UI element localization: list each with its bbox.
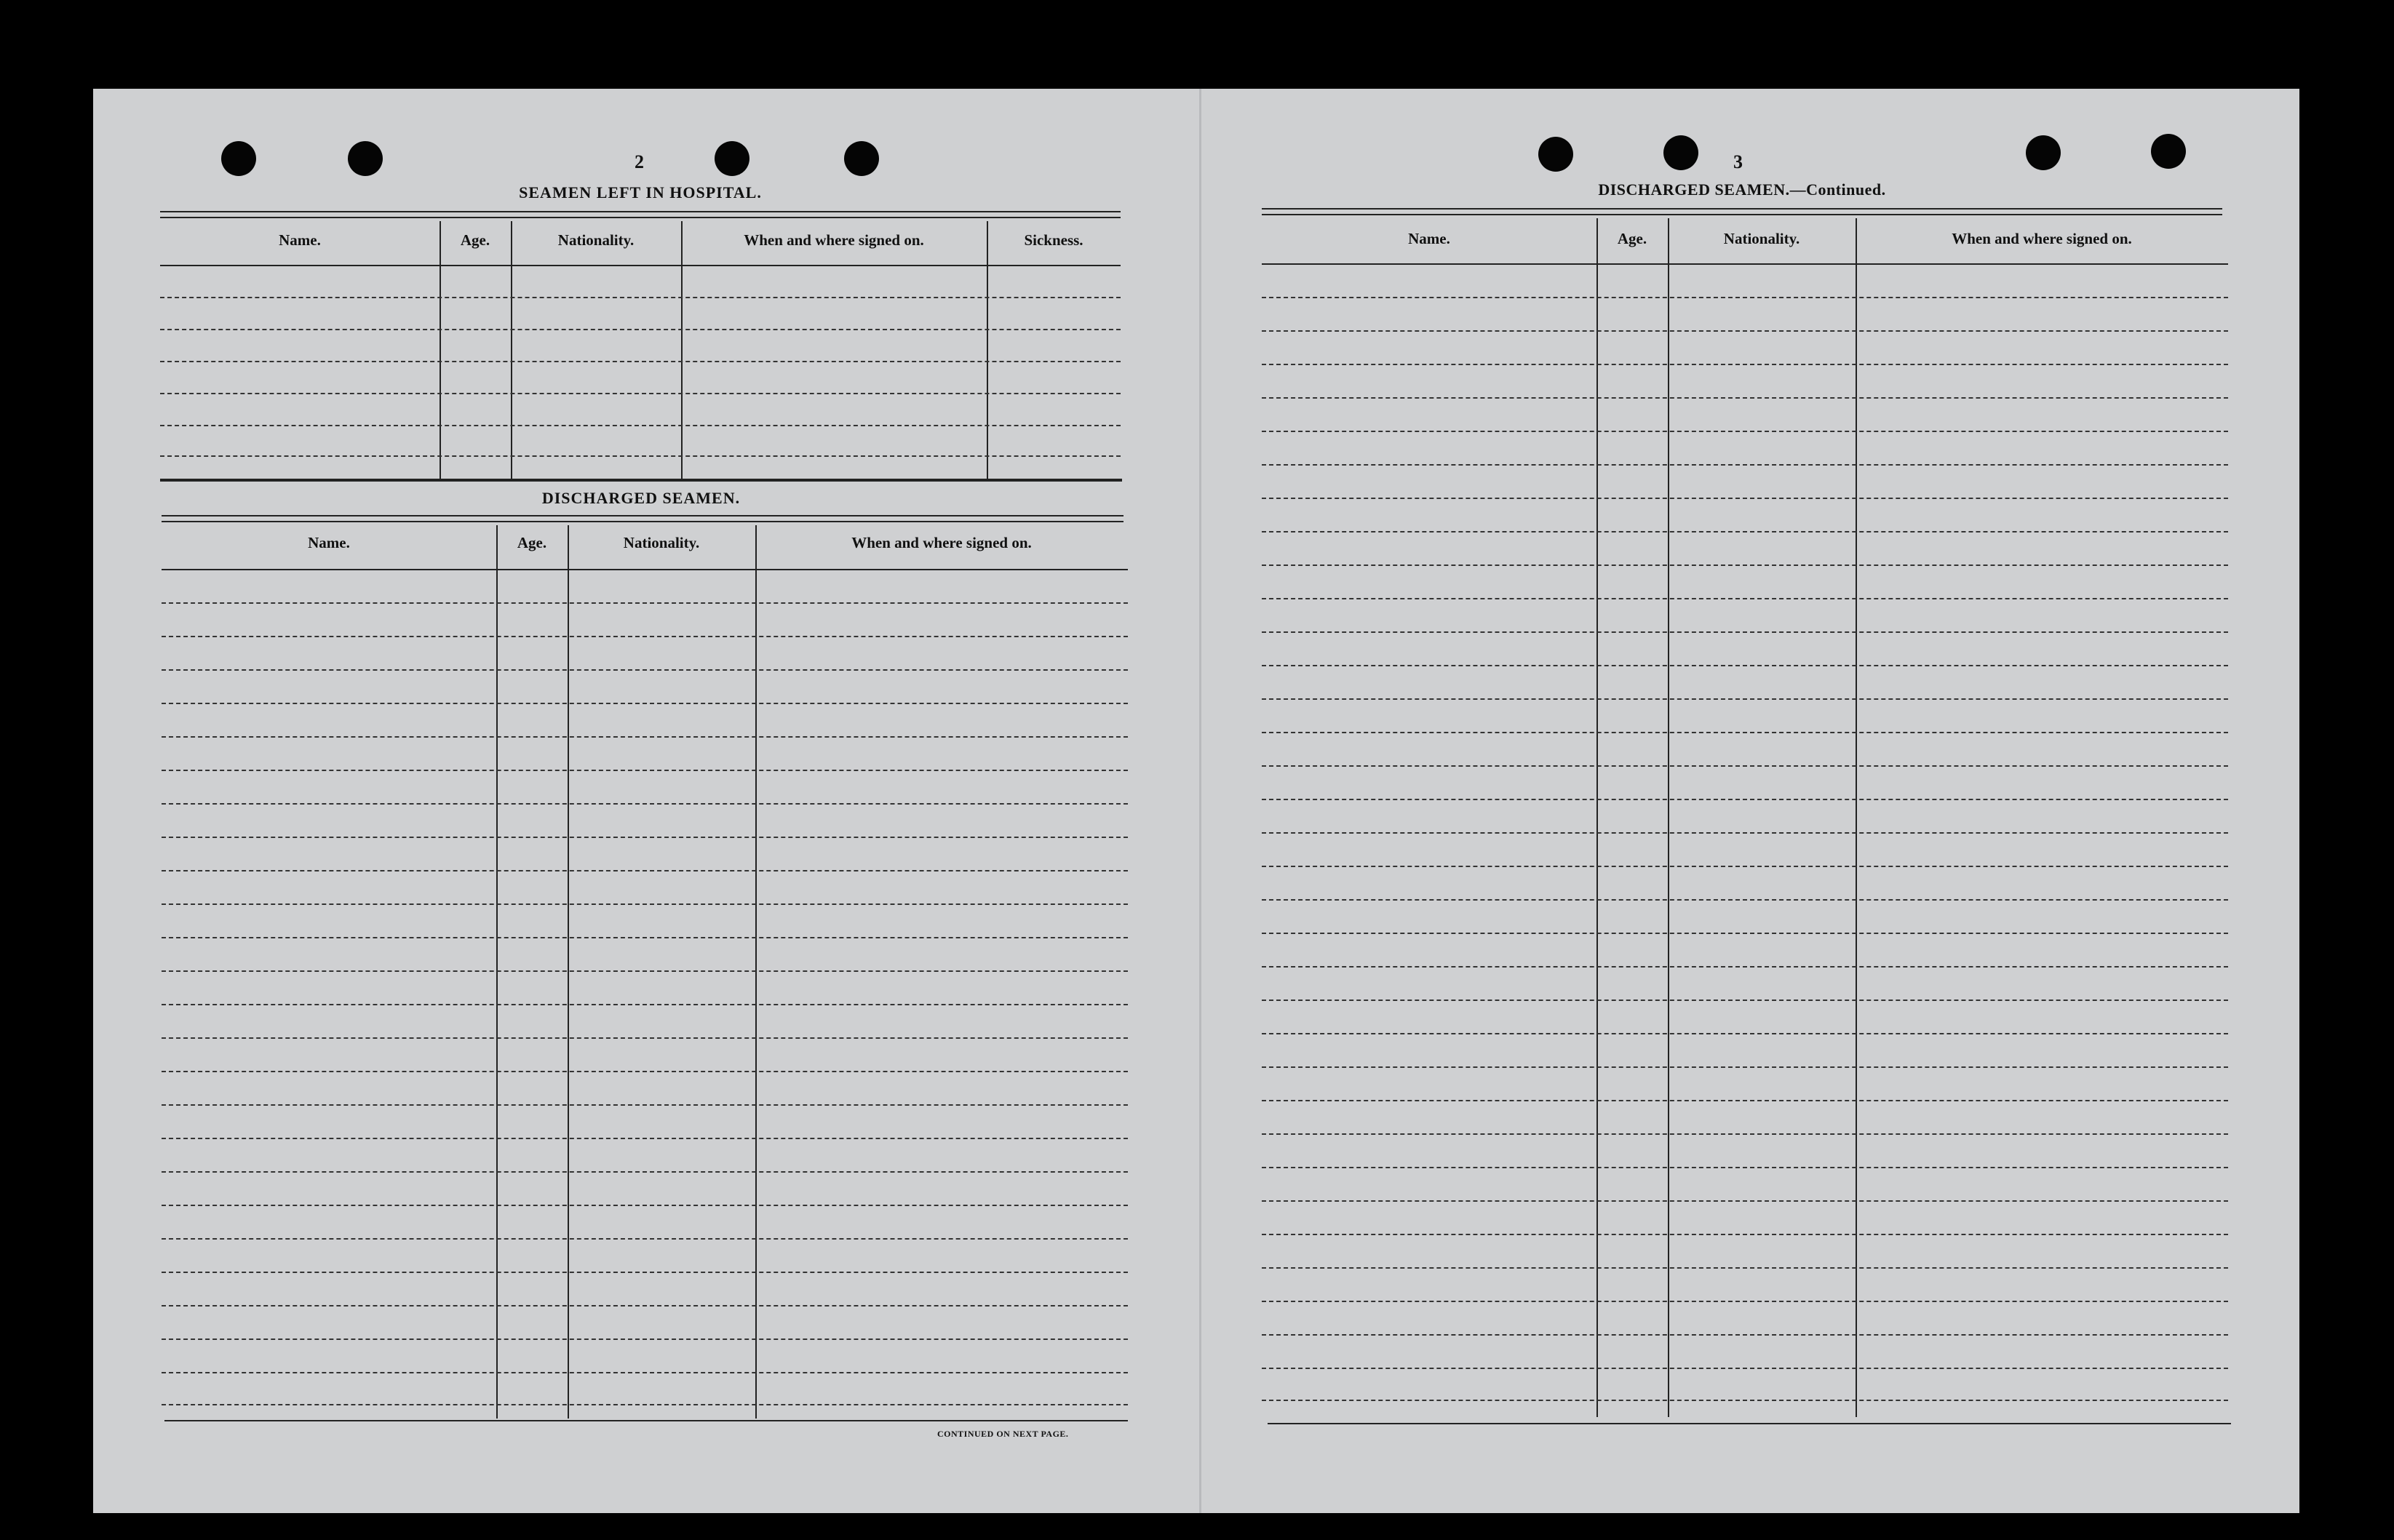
column-header-signed-on: When and where signed on. <box>744 231 924 249</box>
entry-row-line <box>160 425 1121 426</box>
entry-row-line <box>162 1037 1128 1039</box>
binder-hole <box>1663 135 1698 170</box>
entry-row-line <box>1262 1267 2228 1269</box>
entry-row-line <box>1262 1066 2228 1068</box>
column-header-name: Name. <box>1408 230 1450 247</box>
entry-row-line <box>162 1372 1128 1373</box>
entry-row-line <box>1262 531 2228 532</box>
entry-row-line <box>1262 966 2228 968</box>
discharged-continued-table <box>1262 218 2228 1417</box>
entry-row-line <box>162 703 1128 704</box>
entry-row-line <box>1262 1234 2228 1235</box>
column-divider <box>496 525 498 1419</box>
hospital-bottom-rule <box>160 479 1122 482</box>
binder-hole <box>2151 134 2186 169</box>
hospital-table <box>160 221 1121 479</box>
entry-row-line <box>1262 765 2228 767</box>
column-header-signed-on: When and where signed on. <box>1952 230 2132 247</box>
column-header-signed-on: When and where signed on. <box>851 534 1032 551</box>
entry-row-line <box>162 803 1128 805</box>
entry-row-line <box>162 770 1128 771</box>
entry-row-line <box>1262 330 2228 332</box>
entry-row-line <box>162 736 1128 738</box>
entry-row-line <box>160 393 1121 394</box>
entry-row-line <box>1262 564 2228 566</box>
binder-hole <box>221 141 256 176</box>
column-header-age: Age. <box>1617 230 1647 247</box>
entry-row-line <box>160 297 1121 298</box>
header-underline <box>160 265 1121 266</box>
entry-row-line <box>162 1272 1128 1273</box>
header-underline <box>1262 263 2228 265</box>
entry-row-line <box>1262 498 2228 499</box>
column-divider <box>987 221 988 479</box>
hospital-top-rule <box>160 211 1121 212</box>
entry-row-line <box>1262 1334 2228 1336</box>
discharged-top-rule <box>162 521 1124 522</box>
binder-hole <box>715 141 749 176</box>
entry-row-line <box>162 1138 1128 1139</box>
entry-row-line <box>162 903 1128 905</box>
column-header-age: Age. <box>517 534 547 551</box>
entry-row-line <box>1262 598 2228 599</box>
discharged-continued-title: DISCHARGED SEAMEN.—Continued. <box>1598 180 1886 199</box>
entry-row-line <box>1262 431 2228 432</box>
entry-row-line <box>162 1205 1128 1206</box>
page-number-left: 2 <box>635 151 644 172</box>
entry-row-line <box>1262 799 2228 800</box>
entry-row-line <box>162 636 1128 637</box>
column-divider <box>440 221 441 479</box>
entry-row-line <box>162 970 1128 972</box>
column-header-name: Name. <box>308 534 350 551</box>
entry-row-line <box>1262 364 2228 365</box>
entry-row-line <box>162 837 1128 838</box>
column-header-nationality: Nationality. <box>557 231 635 249</box>
column-divider <box>755 525 757 1419</box>
entry-row-line <box>1262 1033 2228 1034</box>
hospital-top-rule <box>160 217 1121 218</box>
entry-row-line <box>162 1338 1128 1340</box>
center-fold <box>1199 89 1201 1513</box>
entry-row-line <box>1262 933 2228 934</box>
entry-row-line <box>1262 732 2228 733</box>
entry-row-line <box>1262 1133 2228 1135</box>
column-header-age: Age. <box>460 231 490 249</box>
entry-row-line <box>1262 464 2228 466</box>
column-header-nationality: Nationality. <box>1723 230 1800 247</box>
entry-row-line <box>162 870 1128 871</box>
entry-row-line <box>1262 1167 2228 1168</box>
entry-row-line <box>1262 1368 2228 1369</box>
entry-row-line <box>162 937 1128 938</box>
entry-row-line <box>1262 1000 2228 1001</box>
entry-row-line <box>162 1238 1128 1240</box>
entry-row-line <box>1262 665 2228 666</box>
entry-row-line <box>160 455 1121 457</box>
discharged-bottom-rule <box>164 1420 1128 1421</box>
entry-row-line <box>1262 832 2228 834</box>
entry-row-line <box>1262 1200 2228 1202</box>
entry-row-line <box>1262 698 2228 700</box>
column-divider <box>681 221 683 479</box>
page-number-right: 3 <box>1733 151 1743 172</box>
binder-hole <box>2026 135 2061 170</box>
column-divider <box>511 221 512 479</box>
entry-row-line <box>1262 631 2228 633</box>
hospital-section-title: SEAMEN LEFT IN HOSPITAL. <box>519 183 762 202</box>
entry-row-line <box>1262 899 2228 901</box>
entry-row-line <box>1262 397 2228 399</box>
entry-row-line <box>1262 1400 2228 1401</box>
column-header-nationality: Nationality. <box>623 534 700 551</box>
column-divider <box>568 525 569 1419</box>
column-header-sickness: Sickness. <box>1024 231 1083 249</box>
binder-hole <box>348 141 383 176</box>
entry-row-line <box>1262 1100 2228 1101</box>
continued-note: CONTINUED ON NEXT PAGE. <box>937 1429 1069 1439</box>
entry-row-line <box>1262 1301 2228 1302</box>
entry-row-line <box>162 669 1128 671</box>
discharged-section-title: DISCHARGED SEAMEN. <box>541 489 741 507</box>
entry-row-line <box>162 1305 1128 1306</box>
binder-hole <box>1538 137 1573 172</box>
entry-row-line <box>162 602 1128 604</box>
entry-row-line <box>162 1071 1128 1072</box>
entry-row-line <box>160 361 1121 362</box>
discharged-continued-bottom-rule <box>1268 1423 2231 1424</box>
discharged-table <box>162 525 1128 1419</box>
binder-hole <box>844 141 879 176</box>
discharged-top-rule <box>162 515 1124 516</box>
discharged-continued-top-rule <box>1262 214 2222 215</box>
entry-row-line <box>160 329 1121 330</box>
entry-row-line <box>1262 866 2228 867</box>
entry-row-line <box>162 1404 1128 1405</box>
header-underline <box>162 569 1128 570</box>
discharged-continued-top-rule <box>1262 208 2222 210</box>
entry-row-line <box>162 1104 1128 1106</box>
column-header-name: Name. <box>279 231 321 249</box>
entry-row-line <box>1262 297 2228 298</box>
entry-row-line <box>162 1171 1128 1173</box>
entry-row-line <box>162 1004 1128 1005</box>
